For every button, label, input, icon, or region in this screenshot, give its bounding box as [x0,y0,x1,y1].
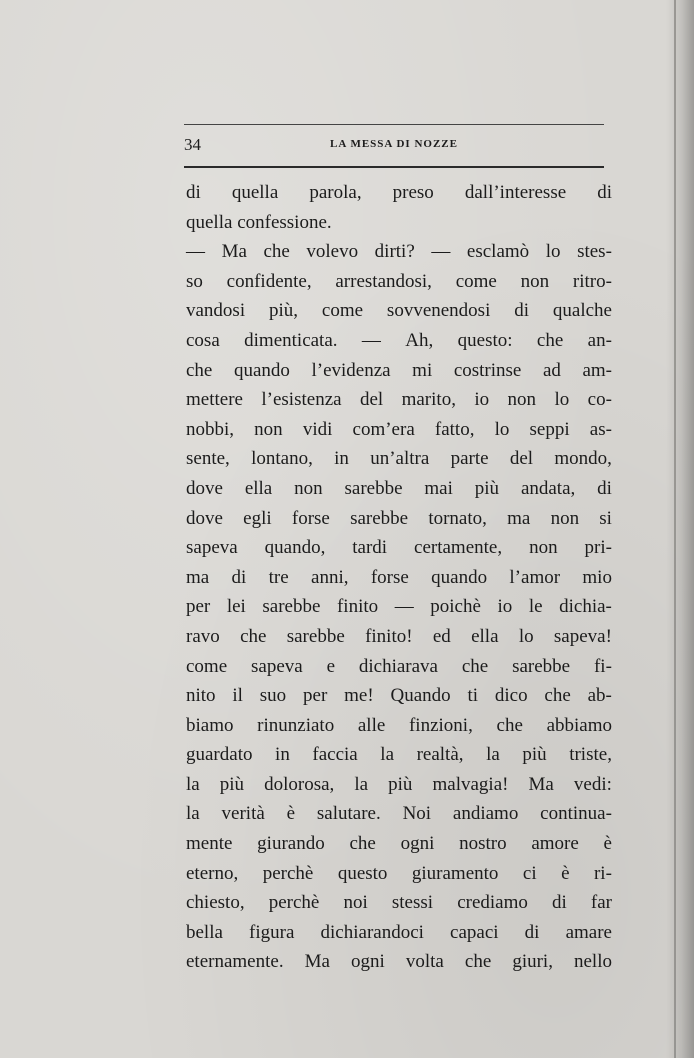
text-line: eterno, perchè questo giuramento ci è ri- [186,862,612,884]
running-head [184,136,604,158]
text-line: cosa dimenticata. — Ah, questo: che an- [186,329,612,351]
text-line: nito il suo per me! Quando ti dico che ab- [186,685,612,707]
text-line: chiesto, perchè noi stessi crediamo di far [186,892,612,914]
text-line: mettere l’esistenza del marito, io non lo co- [186,389,612,411]
text-line: so confidente, arrestandosi, come non ritro- [186,270,612,292]
page-edge-shadow [666,0,694,1058]
text-line: ma di tre anni, forse quando l’amor mio [186,566,612,588]
text-line: quella confessione. [186,211,332,233]
text-line: di quella parola, preso dall’interesse di [186,182,612,203]
text-line: sente, lontano, in un’altra parte del mondo, [186,448,612,470]
text-line: dove ella non sarebbe mai più andata, di [186,477,612,499]
page-number: 34 [184,135,201,154]
text-line: ravo che sarebbe finito! ed ella lo sapeva! [186,625,612,647]
header-rule-top [184,124,604,125]
text-line: — Ma che volevo dirti? — esclamò lo stes- [186,241,612,263]
text-line: mente giurando che ogni nostro amore è [186,833,612,855]
body-text [186,178,612,977]
text-line: vandosi più, come sovvenendosi di qualche [186,300,612,322]
text-line: bella figura dichiarandoci capaci di amare [186,921,612,943]
text-line: la verità è salutare. Noi andiamo continua- [186,803,612,825]
text-line: che quando l’evidenza mi costrinse ad am- [186,359,612,381]
text-line: dove egli forse sarebbe tornato, ma non si [186,507,612,529]
text-line: sapeva quando, tardi certamente, non pri- [186,537,612,559]
header-rule [184,166,604,168]
text-line: biamo rinunziato alle finzioni, che abbiamo [186,714,612,736]
text-line: per lei sarebbe finito — poichè io le dichia- [186,596,612,618]
running-title: LA MESSA DI NOZZE [330,138,458,150]
text-line: nobbi, non vidi com’era fatto, lo seppi as- [186,418,612,440]
text-line: la più dolorosa, la più malvagia! Ma vedi: [186,773,612,795]
text-line: eternamente. Ma ogni volta che giuri, nello [186,951,612,973]
text-line: guardato in faccia la realtà, la più triste, [186,744,612,766]
text-line: come sapeva e dichiarava che sarebbe fi- [186,655,612,677]
